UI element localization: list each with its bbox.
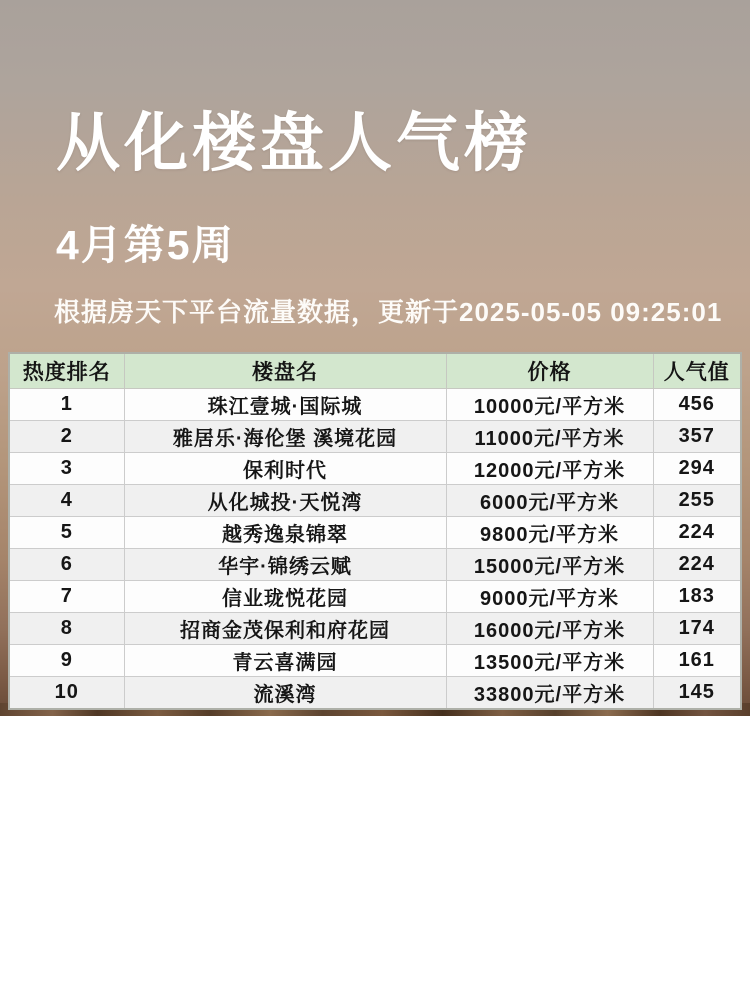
cell-popularity: 456	[653, 389, 741, 421]
poster-subtitle: 4月第5周	[56, 222, 235, 268]
cell-popularity: 224	[653, 549, 741, 581]
cell-rank: 3	[9, 453, 124, 485]
cell-name: 招商金茂保利和府花园	[124, 613, 446, 645]
table-row	[9, 581, 741, 613]
cell-popularity: 224	[653, 517, 741, 549]
cell-name: 珠江壹城·国际城	[124, 389, 446, 421]
column-header-rank: 热度排名	[9, 353, 124, 389]
cell-price: 9800元/平方米	[446, 517, 653, 549]
cell-popularity: 174	[653, 613, 741, 645]
column-header-price: 价格	[446, 353, 653, 389]
cell-rank: 4	[9, 485, 124, 517]
source-note: 根据房天下平台流量数据，更新于2025-05-05 09:25:01	[54, 297, 723, 327]
cell-rank: 6	[9, 549, 124, 581]
cell-rank: 10	[9, 677, 124, 710]
cell-price: 16000元/平方米	[446, 613, 653, 645]
cell-rank: 7	[9, 581, 124, 613]
table-row	[9, 677, 741, 710]
cell-price: 12000元/平方米	[446, 453, 653, 485]
cell-price: 11000元/平方米	[446, 421, 653, 453]
cell-name: 青云喜满园	[124, 645, 446, 677]
cell-popularity: 145	[653, 677, 741, 710]
table-row	[9, 613, 741, 645]
table-row	[9, 421, 741, 453]
cell-rank: 9	[9, 645, 124, 677]
cell-name: 流溪湾	[124, 677, 446, 710]
cell-name: 雅居乐·海伦堡 溪境花园	[124, 421, 446, 453]
cell-popularity: 183	[653, 581, 741, 613]
cell-rank: 5	[9, 517, 124, 549]
cell-price: 9000元/平方米	[446, 581, 653, 613]
ranking-table	[8, 352, 742, 710]
poster-title: 从化楼盘人气榜	[56, 107, 532, 179]
ranking-table-body	[9, 389, 741, 710]
cell-name: 越秀逸泉锦翠	[124, 517, 446, 549]
cell-price: 6000元/平方米	[446, 485, 653, 517]
table-row	[9, 517, 741, 549]
table-row	[9, 389, 741, 421]
cell-rank: 1	[9, 389, 124, 421]
cell-rank: 8	[9, 613, 124, 645]
cell-price: 15000元/平方米	[446, 549, 653, 581]
cell-name: 信业珑悦花园	[124, 581, 446, 613]
cell-popularity: 294	[653, 453, 741, 485]
cell-popularity: 255	[653, 485, 741, 517]
table-row	[9, 549, 741, 581]
column-header-popularity: 人气值	[653, 353, 741, 389]
table-row	[9, 645, 741, 677]
table-header-row	[9, 353, 741, 389]
cell-price: 10000元/平方米	[446, 389, 653, 421]
cell-name: 华宇·锦绣云赋	[124, 549, 446, 581]
cell-price: 13500元/平方米	[446, 645, 653, 677]
table-row	[9, 453, 741, 485]
table-row	[9, 485, 741, 517]
cell-rank: 2	[9, 421, 124, 453]
cell-popularity: 161	[653, 645, 741, 677]
cell-price: 33800元/平方米	[446, 677, 653, 710]
column-header-name: 楼盘名	[124, 353, 446, 389]
cell-name: 保利时代	[124, 453, 446, 485]
cell-name: 从化城投·天悦湾	[124, 485, 446, 517]
cell-popularity: 357	[653, 421, 741, 453]
